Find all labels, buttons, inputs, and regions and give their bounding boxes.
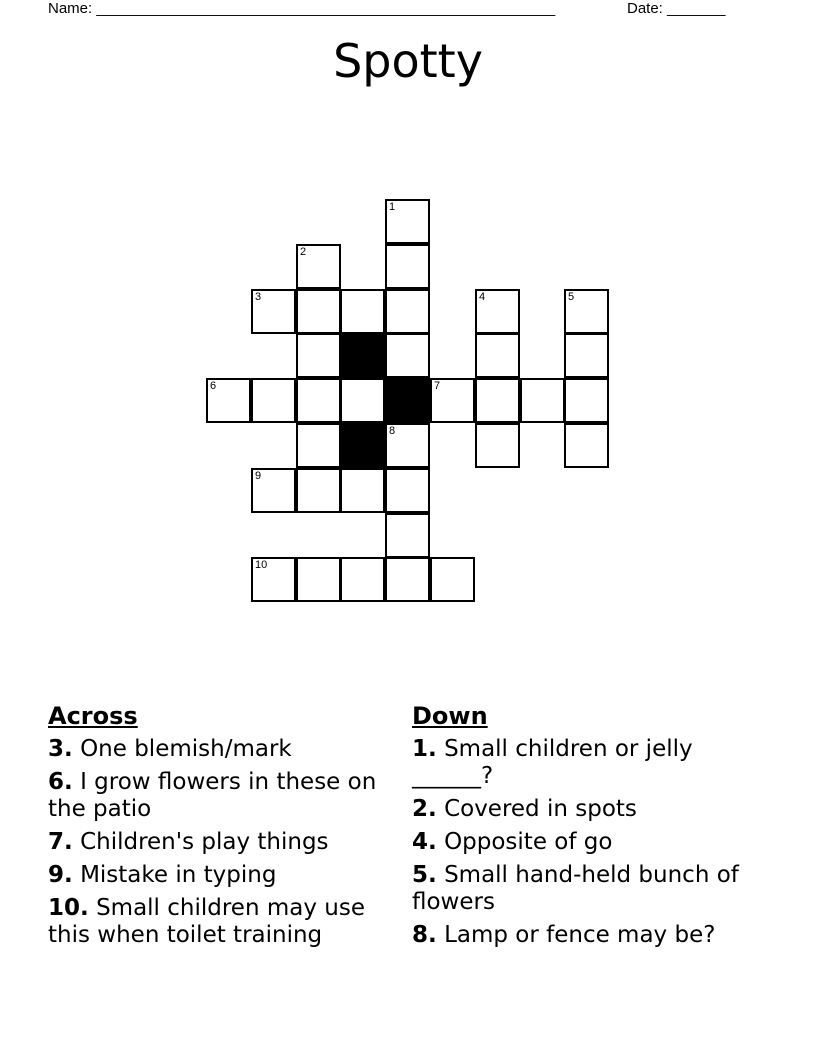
down-clue <box>412 922 752 949</box>
grid-cell[interactable] <box>206 378 251 423</box>
grid-cell[interactable] <box>385 333 430 378</box>
clue-number: 2. <box>412 796 437 822</box>
grid-cell[interactable] <box>296 423 341 468</box>
date-field-label: Date: _______ <box>627 0 726 17</box>
black-square <box>340 333 385 378</box>
grid-cell[interactable] <box>564 289 609 334</box>
grid-cell[interactable] <box>385 468 430 513</box>
across-clue <box>48 769 398 823</box>
page-title: Spotty <box>333 34 483 88</box>
grid-cell[interactable] <box>475 378 520 423</box>
grid-cell[interactable] <box>385 557 430 602</box>
grid-cell[interactable] <box>251 557 296 602</box>
clue-text: Lamp or fence may be? <box>444 922 716 948</box>
clue-number: 1. <box>412 736 437 762</box>
grid-cell[interactable] <box>385 244 430 289</box>
clue-number: 7. <box>48 829 73 855</box>
clue-number: 5 <box>568 291 575 303</box>
clue-text: Small children may use this when toilet training <box>48 895 365 948</box>
clue-number: 4. <box>412 829 437 855</box>
grid-cell[interactable] <box>564 378 609 423</box>
clue-text: Small hand-held bunch of flowers <box>412 862 739 915</box>
clue-text: Opposite of go <box>444 829 613 855</box>
clue-number: 9. <box>48 862 73 888</box>
grid-cell[interactable] <box>251 468 296 513</box>
down-heading: Down <box>412 702 488 730</box>
clue-number: 10. <box>48 895 89 921</box>
grid-cell[interactable] <box>340 468 385 513</box>
clue-number: 3 <box>255 291 262 303</box>
grid-cell[interactable] <box>296 378 341 423</box>
grid-cell[interactable] <box>296 468 341 513</box>
clue-number: 6. <box>48 769 73 795</box>
grid-cell[interactable] <box>430 557 475 602</box>
grid-cell[interactable] <box>251 289 296 334</box>
across-clues <box>48 702 398 955</box>
across-clue <box>48 862 398 889</box>
clue-text: Mistake in typing <box>80 862 277 888</box>
grid-cell[interactable] <box>385 289 430 334</box>
clue-text: Children's play things <box>80 829 329 855</box>
grid-cell[interactable] <box>251 378 296 423</box>
clue-number: 3. <box>48 736 73 762</box>
grid-cell[interactable] <box>385 423 430 468</box>
grid-cell[interactable] <box>296 244 341 289</box>
grid-cell[interactable] <box>296 557 341 602</box>
grid-cell[interactable] <box>475 289 520 334</box>
grid-cell[interactable] <box>385 513 430 558</box>
grid-cell[interactable] <box>296 289 341 334</box>
grid-cell[interactable] <box>385 199 430 244</box>
black-square <box>385 378 430 423</box>
down-clue <box>412 829 752 856</box>
down-clues <box>412 702 752 955</box>
clue-text: One blemish/mark <box>80 736 292 762</box>
grid-cell[interactable] <box>475 333 520 378</box>
clue-number: 9 <box>255 470 262 482</box>
clue-number: 1 <box>389 201 396 213</box>
down-clue <box>412 796 752 823</box>
grid-cell[interactable] <box>340 557 385 602</box>
black-square <box>340 423 385 468</box>
clue-number: 4 <box>479 291 486 303</box>
clue-number: 8 <box>389 425 396 437</box>
clue-number: 6 <box>210 380 217 392</box>
clue-number: 2 <box>300 246 307 258</box>
across-heading: Across <box>48 702 138 730</box>
grid-cell[interactable] <box>520 378 565 423</box>
down-clue <box>412 736 752 790</box>
grid-cell[interactable] <box>296 333 341 378</box>
across-clue <box>48 895 398 949</box>
grid-cell[interactable] <box>564 423 609 468</box>
clue-text: Small children or jelly ______? <box>412 736 693 789</box>
clue-text: Covered in spots <box>444 796 637 822</box>
clue-number: 8. <box>412 922 437 948</box>
grid-cell[interactable] <box>340 289 385 334</box>
clue-number: 5. <box>412 862 437 888</box>
name-field-label: Name: _______________________________________________________ <box>48 0 556 17</box>
across-clue <box>48 736 398 763</box>
grid-cell[interactable] <box>564 333 609 378</box>
clue-number: 7 <box>434 380 441 392</box>
grid-cell[interactable] <box>475 423 520 468</box>
clue-text: I grow flowers in these on the patio <box>48 769 377 822</box>
grid-cell[interactable] <box>340 378 385 423</box>
grid-cell[interactable] <box>430 378 475 423</box>
across-clue <box>48 829 398 856</box>
down-clue <box>412 862 752 916</box>
clue-number: 10 <box>255 559 268 571</box>
